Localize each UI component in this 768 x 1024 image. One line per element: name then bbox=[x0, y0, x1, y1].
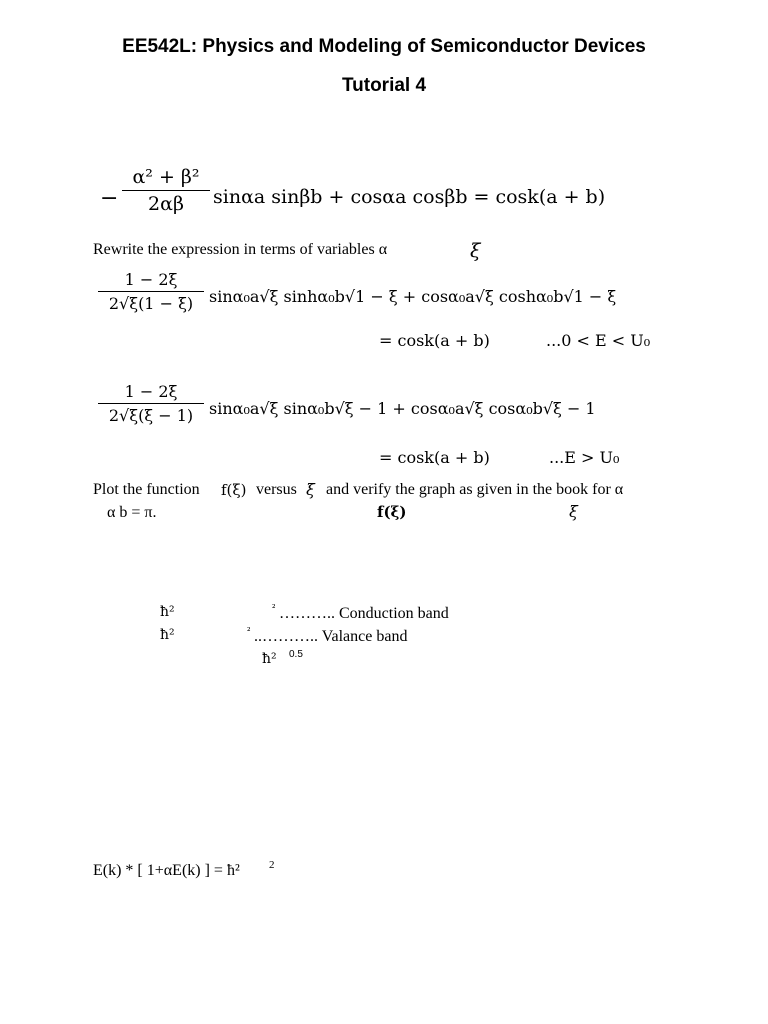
band1-square: ² bbox=[272, 602, 276, 614]
eq3-denominator: 2√ξ(ξ − 1) bbox=[108, 406, 194, 425]
eq3-condition: ...E > U₀ bbox=[549, 448, 620, 467]
dispersion-equation: E(k) * [ 1+αE(k) ] = ħ² bbox=[93, 862, 240, 879]
eq3-numerator: 1 − 2ξ bbox=[124, 382, 178, 401]
eq2-rhs: = cosk(a + b) bbox=[379, 331, 490, 350]
dispersion-equation-superscript: 2 bbox=[269, 859, 275, 871]
plot-instruction-prefix: Plot the function bbox=[93, 481, 200, 498]
eq1-minus-sign: − bbox=[100, 186, 119, 211]
plot-xi: ξ bbox=[306, 480, 315, 499]
conduction-band-label: ……….. Conduction band bbox=[279, 605, 449, 622]
plot-versus: versus bbox=[256, 481, 297, 498]
valance-band-label: ..……….. Valance band bbox=[254, 628, 408, 645]
eq1-numerator: α² + β² bbox=[132, 166, 200, 188]
eq2-condition: ...0 < E < U₀ bbox=[546, 331, 651, 350]
eq2-numerator: 1 − 2ξ bbox=[124, 270, 178, 289]
eq3-body: sinα₀a√ξ sinα₀b√ξ − 1 + cosα₀a√ξ cosα₀b√ξ − 1 bbox=[209, 399, 596, 418]
eq2-fraction bbox=[98, 270, 204, 313]
band3-hbar: ħ² bbox=[262, 651, 277, 667]
band1-hbar: ħ² bbox=[160, 604, 175, 620]
eq2-body: sinα₀a√ξ sinhα₀b√1 − ξ + cosα₀a√ξ coshα₀b√1 − ξ bbox=[209, 287, 617, 306]
course-title: EE542L: Physics and Modeling of Semiconductor Devices bbox=[122, 36, 646, 57]
eq3-fraction-bar bbox=[98, 403, 204, 404]
eq3-rhs: = cosk(a + b) bbox=[379, 448, 490, 467]
plot-fxi-label: f(ξ) bbox=[377, 503, 407, 521]
eq1-denominator: 2αβ bbox=[148, 193, 184, 215]
rewrite-instruction: Rewrite the expression in terms of variables α bbox=[93, 241, 388, 258]
eq1-body: sinαa sinβb + cosαa cosβb = cosk(a + b) bbox=[213, 186, 606, 208]
plot-instruction-line2: α b = π. bbox=[107, 504, 157, 521]
band2-hbar: ħ² bbox=[160, 627, 175, 643]
eq3-fraction bbox=[98, 382, 204, 425]
eq2-denominator: 2√ξ(1 − ξ) bbox=[108, 294, 194, 313]
band3-exponent: 0.5 bbox=[289, 649, 303, 660]
xi-variable: ξ bbox=[470, 240, 481, 262]
plot-xi-label: ξ bbox=[569, 502, 578, 521]
plot-fxi: f(ξ) bbox=[221, 481, 247, 499]
eq1-fraction-bar bbox=[122, 190, 210, 191]
band2-square: ² bbox=[247, 625, 251, 637]
tutorial-title: Tutorial 4 bbox=[341, 75, 427, 96]
eq1-fraction bbox=[122, 166, 210, 215]
plot-instruction-suffix: and verify the graph as given in the book for α bbox=[326, 481, 624, 498]
eq2-fraction-bar bbox=[98, 291, 204, 292]
